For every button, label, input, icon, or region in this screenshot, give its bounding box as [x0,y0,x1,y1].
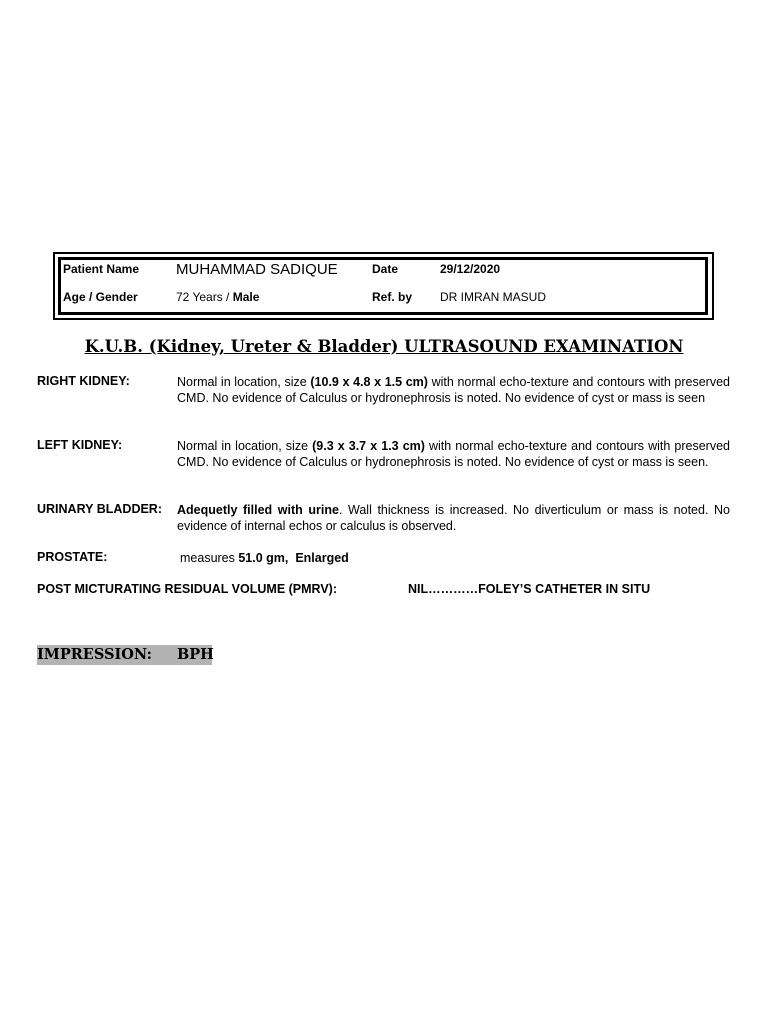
prostate-text [180,550,580,566]
left-kidney-label: LEFT KIDNEY: [37,438,123,452]
right-kidney-size: (10.9 x 4.8 x 1.5 cm) [310,375,428,389]
urinary-bladder-text-end: . Wall thickness is increased. No diverticulum or mass is noted. No evidence of internal echos or calculus is observed. [177,503,730,533]
date-value: 29/12/2020 [440,262,501,276]
left-kidney-size: (9.3 x 3.7 x 1.3 cm) [312,439,425,453]
patient-name-value: MUHAMMAD SADIQUE [176,261,338,278]
impression-value: BPH [177,646,214,663]
patient-name-label: Patient Name [63,262,140,276]
age-value: 72 Years / [176,290,230,304]
prostate-label: PROSTATE: [37,550,108,564]
pmrv-value: NIL…………FOLEY’S CATHETER IN SITU [408,582,651,596]
right-kidney-text [177,374,730,406]
urinary-bladder-text [177,502,730,534]
prostate-value: 51.0 gm, Enlarged [238,551,349,565]
prostate-text-start: measures [180,551,239,565]
report-title: K.U.B. (Kidney, Ureter & Bladder) ULTRASOUND EXAMINATION [84,337,684,356]
urinary-bladder-label: URINARY BLADDER: [37,502,162,516]
left-kidney-text-end: with normal echo-texture and contours with preserved CMD. No evidence of Calculus or hydronephrosis is noted. No evidence of cyst or mass is seen. [177,439,730,469]
impression-label: IMPRESSION: [37,646,152,663]
ref-by-value: DR IMRAN MASUD [440,290,547,304]
age-gender-value [176,290,259,304]
right-kidney-label: RIGHT KIDNEY: [37,374,130,388]
urinary-bladder-emphasis: Adequetly filled with urine [177,503,339,517]
right-kidney-text-start: Normal in location, size [177,375,311,389]
impression-box [37,645,212,665]
ref-by-label: Ref. by [372,290,413,304]
gender-value: Male [232,290,260,304]
date-label: Date [372,262,399,276]
age-gender-label: Age / Gender [63,290,138,304]
right-kidney-text-end: with normal echo-texture and contours with preserved CMD. No evidence of Calculus or hydronephrosis is noted. No evidence of cyst or mass is seen [177,375,730,405]
left-kidney-text-start: Normal in location, size [177,439,313,453]
pmrv-label: POST MICTURATING RESIDUAL VOLUME (PMRV): [37,582,337,596]
left-kidney-text [177,438,730,470]
